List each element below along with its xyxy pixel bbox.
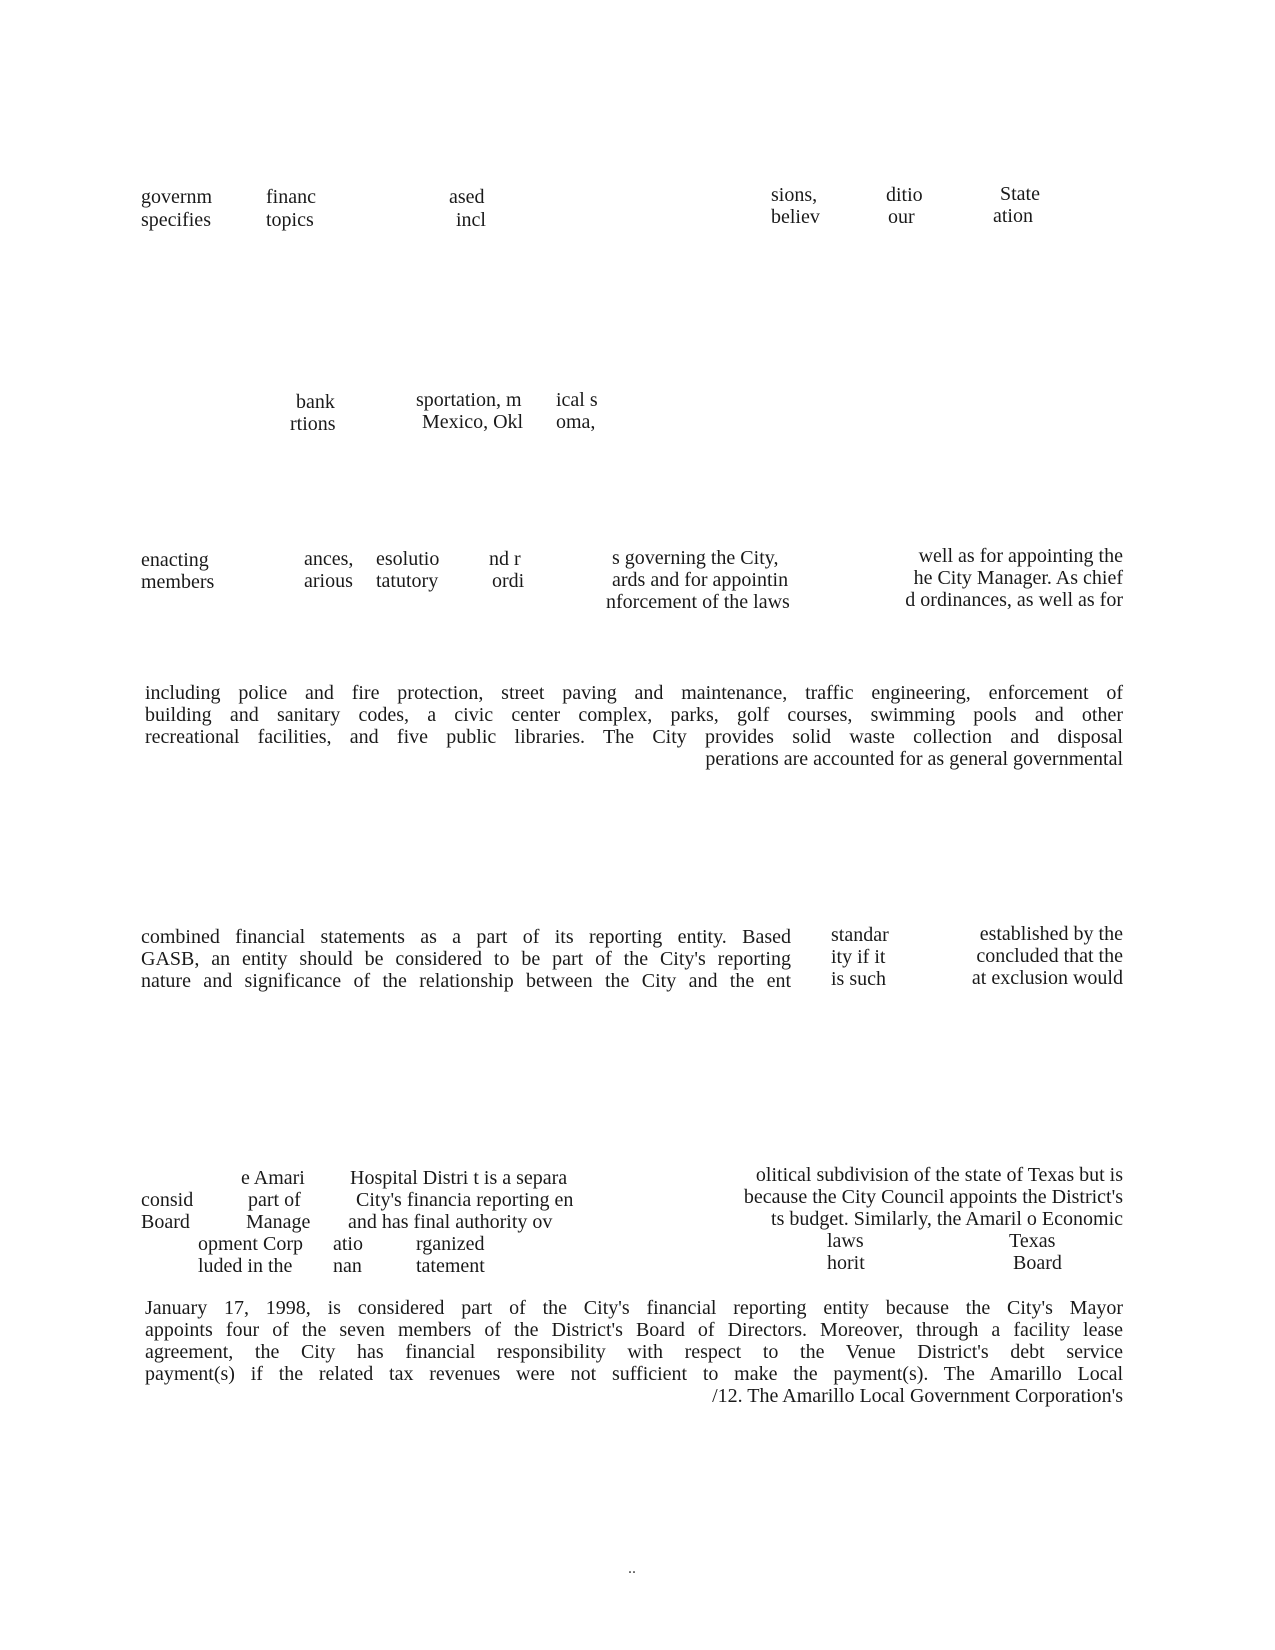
text-fragment: he City Manager. As chief <box>913 567 1123 589</box>
text-fragment: d ordinances, as well as for <box>905 589 1123 611</box>
paragraph-line: agreement, the City has financial responsibility with respect to the Venue District's debt service <box>145 1341 1123 1363</box>
text-fragment: opment Corp <box>198 1233 303 1255</box>
text-fragment: standar <box>831 924 889 946</box>
text-fragment: atio <box>333 1233 363 1255</box>
text-fragment: ditio <box>886 184 923 206</box>
paragraph-line: perations are accounted for as general governmental <box>705 748 1123 770</box>
text-fragment: well as for appointing the <box>918 545 1123 567</box>
text-fragment: ity if it <box>831 946 886 968</box>
text-fragment: laws <box>827 1230 864 1252</box>
text-fragment: tatutory <box>376 570 439 592</box>
text-fragment: ation <box>993 205 1033 227</box>
page-mark: .. <box>628 1560 636 1577</box>
paragraph-line: recreational facilities, and five public libraries. The City provides solid waste collection and disposal <box>145 726 1123 748</box>
text-fragment: nforcement of the laws <box>606 591 790 613</box>
text-fragment: at exclusion would <box>971 967 1123 989</box>
text-fragment: e Amari <box>241 1167 305 1189</box>
text-fragment: nan <box>333 1255 362 1277</box>
text-fragment: nd r <box>489 548 521 570</box>
text-fragment: sportation, m <box>416 389 522 411</box>
text-fragment: and has final authority ov <box>348 1211 553 1233</box>
text-fragment: Board <box>1013 1252 1062 1274</box>
text-fragment: ards and for appointin <box>612 569 789 591</box>
text-fragment: olitical subdivision of the state of Texas but is <box>755 1164 1123 1186</box>
text-fragment: Board <box>141 1211 190 1233</box>
text-fragment: is such <box>831 968 886 990</box>
text-fragment: sions, <box>771 184 818 206</box>
text-fragment: ordi <box>492 570 525 592</box>
text-fragment: consid <box>141 1189 194 1211</box>
text-fragment: governm <box>141 186 213 208</box>
text-fragment: part of <box>248 1189 301 1211</box>
text-fragment: GASB, an entity should be considered to be part of the City's reporting <box>141 948 791 970</box>
text-fragment: tatement <box>416 1255 485 1277</box>
text-fragment: ical s <box>556 389 598 411</box>
text-fragment: State <box>1000 183 1040 205</box>
text-fragment: s governing the City, <box>612 547 779 569</box>
text-fragment: concluded that the <box>976 945 1123 967</box>
text-fragment: nature and significance of the relationship between the City and the ent <box>141 970 791 992</box>
text-fragment: ased <box>449 186 485 208</box>
paragraph-line: building and sanitary codes, a civic center complex, parks, golf courses, swimming pools and other <box>145 704 1123 726</box>
text-fragment: financ <box>266 186 316 208</box>
text-fragment: topics <box>266 209 314 231</box>
text-fragment: luded in the <box>198 1255 293 1277</box>
text-fragment: because the City Council appoints the District's <box>743 1186 1123 1208</box>
text-fragment: incl <box>456 209 486 231</box>
paragraph-line: /12. The Amarillo Local Government Corporation's <box>712 1385 1123 1407</box>
text-fragment: esolutio <box>376 548 440 570</box>
text-fragment: believ <box>771 206 820 228</box>
text-fragment: enacting <box>141 549 209 571</box>
text-fragment: members <box>141 571 215 593</box>
text-fragment: combined financial statements as a part of its reporting entity. Based <box>141 926 791 948</box>
paragraph-line: appoints four of the seven members of the District's Board of Directors. Moreover, through a facility lease <box>145 1319 1123 1341</box>
text-fragment: City's financia reporting en <box>356 1189 574 1211</box>
paragraph-line: payment(s) if the related tax revenues were not sufficient to make the payment(s). The Amarillo Local <box>145 1363 1123 1385</box>
text-fragment: rganized <box>416 1233 485 1255</box>
text-fragment: ts budget. Similarly, the Amaril o Economic <box>771 1208 1123 1230</box>
text-fragment: arious <box>304 570 353 592</box>
text-fragment: Hospital Distri t is a separa <box>350 1167 568 1189</box>
text-fragment: rtions <box>290 413 336 435</box>
text-fragment: bank <box>296 391 335 413</box>
text-fragment: established by the <box>979 923 1123 945</box>
text-fragment: Mexico, Okl <box>422 411 524 433</box>
text-fragment: horit <box>827 1252 865 1274</box>
paragraph-line: January 17, 1998, is considered part of the City's financial reporting entity because the City's Mayor <box>145 1297 1123 1319</box>
text-fragment: specifies <box>141 209 211 231</box>
text-fragment: oma, <box>556 411 596 433</box>
paragraph-line: including police and fire protection, street paving and maintenance, traffic engineering, enforcement of <box>145 682 1123 704</box>
text-fragment: ances, <box>304 548 354 570</box>
text-fragment: our <box>888 206 915 228</box>
text-fragment: Manage <box>246 1211 311 1233</box>
text-fragment: Texas <box>1009 1230 1056 1252</box>
